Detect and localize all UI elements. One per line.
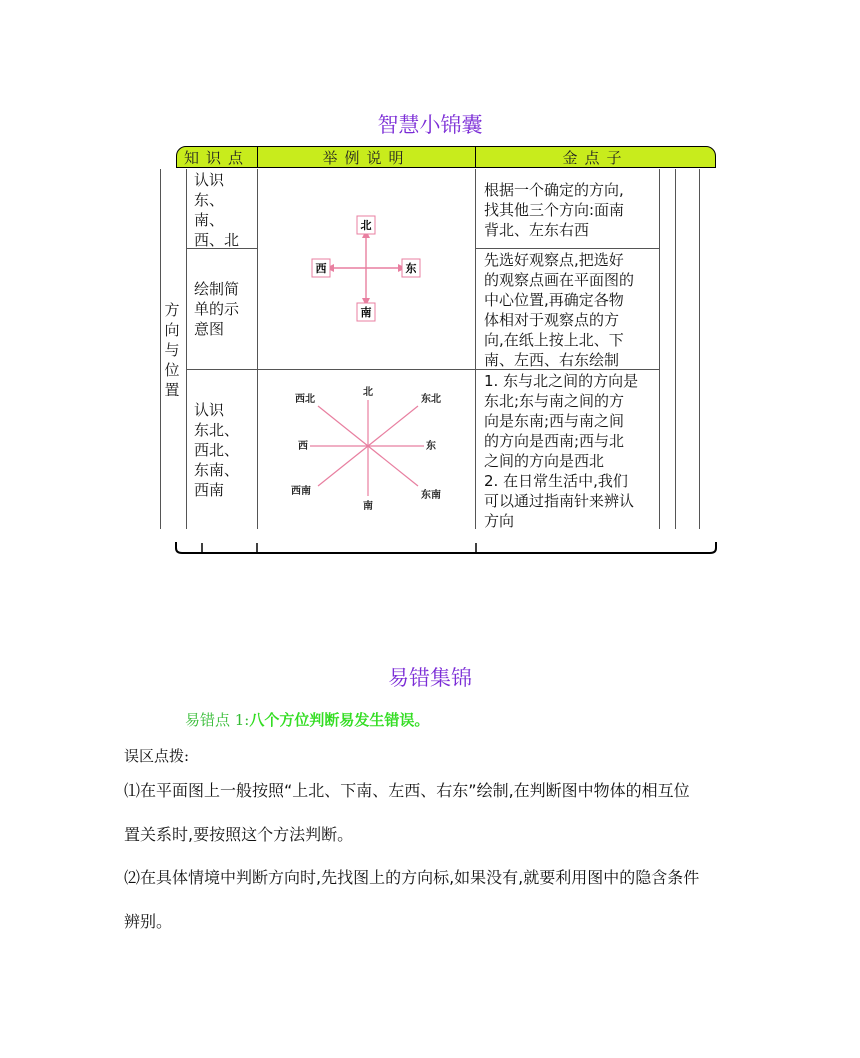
analysis-line: ⑴在平面图上一般按照“上北、下南、左西、右东”绘制,在判断图中物体的相互位 — [124, 781, 690, 800]
section-title-mistakes: 易错集锦 — [388, 666, 472, 690]
compass8-southwest-label: 西南 — [291, 486, 311, 497]
knowledge-cell: 认识 东、 南、 西、北 — [194, 171, 240, 249]
compass8-southeast-label: 东南 — [421, 490, 441, 501]
header-knowledge: 知识点 — [176, 146, 258, 168]
tip-cell: 1. 东与北之间的方向是 东北;东与南之间的方 向是东南;西与南之间 的方向是西南;西与北 之间的方向是西北 2. 在日常生活中,我们 可以通过指南针来辨认 方向 — [484, 372, 639, 530]
knowledge-cell: 认识 东北、 西北、 东南、 西南 — [194, 401, 240, 499]
analysis-label: 误区点拨: — [124, 747, 190, 765]
section-title-tips: 智慧小锦囊 — [377, 113, 483, 137]
compass8-northwest-label: 西北 — [295, 394, 315, 405]
mistake-point — [185, 709, 429, 730]
table-bottom-bracket — [170, 538, 722, 558]
analysis-line: 置关系时,要按照这个方法判断。 — [124, 825, 354, 844]
grid-line — [699, 169, 700, 529]
compass-north-label: 北 — [360, 219, 372, 232]
compass8-east-label: 东 — [426, 441, 436, 452]
compass8-west-label: 西 — [298, 441, 308, 452]
analysis-line: ⑵在具体情境中判断方向时,先找图上的方向标,如果没有,就要利用图中的隐含条件 — [124, 868, 700, 887]
category-label: 方 向 与 位 置 — [164, 301, 180, 399]
eight-direction-diagram — [284, 380, 454, 520]
tip-cell: 根据一个确定的方向, 找其他三个方向:面南 背北、左东右西 — [484, 181, 625, 239]
grid-line — [675, 169, 676, 529]
compass-south-label: 南 — [360, 306, 372, 319]
compass-east-label: 东 — [405, 262, 417, 275]
mistake-point-label: 易错点 1: — [185, 711, 250, 729]
grid-line — [186, 169, 187, 529]
grid-line — [257, 169, 258, 529]
tip-cell: 先选好观察点,把选好 的观察点画在平面图的 中心位置,再确定各物 体相对于观察点的方 向,在纸上按上北、下 南、左西、右东绘制 — [484, 251, 635, 369]
four-direction-diagram — [306, 208, 428, 328]
grid-line — [475, 248, 659, 249]
knowledge-cell: 绘制简 单的示 意图 — [194, 280, 240, 338]
analysis-line: 辨别。 — [124, 912, 173, 931]
grid-line — [475, 169, 476, 529]
compass8-northeast-label: 东北 — [421, 394, 441, 405]
grid-line — [659, 169, 660, 529]
header-tip: 金点子 — [475, 146, 716, 168]
mistake-point-text: 八个方位判断易发生错误。 — [249, 711, 430, 729]
compass-west-label: 西 — [315, 262, 327, 275]
header-example: 举例说明 — [257, 146, 476, 168]
compass8-north-label: 北 — [363, 387, 373, 398]
compass8-south-label: 南 — [363, 501, 373, 512]
